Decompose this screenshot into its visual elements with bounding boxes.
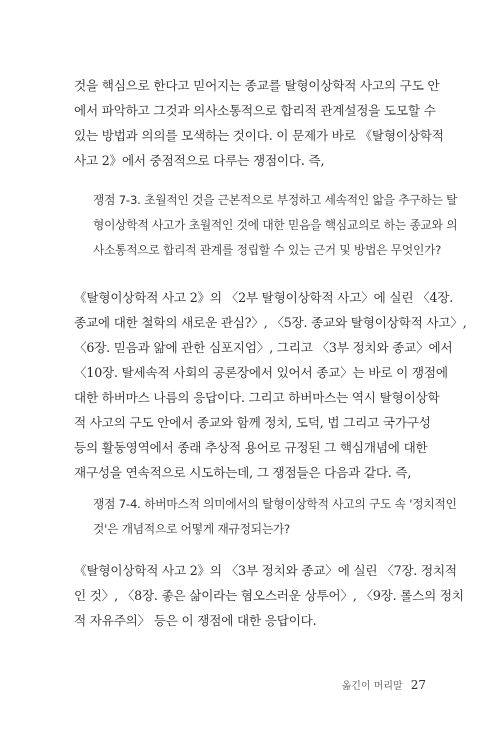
page-footer: [342, 677, 426, 692]
issue-7-3-line-3: 사소통적으로 합리적 관계를 정립할 수 있는 근거 및 방법은 무엇인가?: [93, 243, 442, 257]
page-number: 27: [410, 678, 426, 692]
paragraph-3-line-3: 적 자유주의〉 등은 이 쟁점에 대한 응답이다.: [74, 613, 317, 628]
paragraph-2-line-3: 〈6장. 믿음과 앎에 관한 심포지엄〉, 그리고 〈3부 정치와 종교〉에서: [74, 340, 453, 355]
paragraph-3-line-1: 《탈형이상학적 사고 2》의 〈3부 정치와 종교〉에 실린 〈7장. 정치적: [74, 563, 457, 578]
paragraph-1-line-3: 있는 방법과 의의를 모색하는 것이다. 이 문제가 바로 《탈형이상학적: [74, 128, 444, 143]
paragraph-2-line-6: 적 사고의 구도 안에서 종교와 함께 정치, 도덕, 법 그리고 국가구성: [74, 415, 431, 430]
paragraph-2-line-1: 《탈형이상학적 사고 2》의 〈2부 탈형이상학적 사고〉에 실린 〈4장.: [74, 290, 454, 305]
paragraph-2-line-2: 종교에 대한 철학의 새로운 관심?〉, 〈5장. 종교와 탈형이상학적 사고〉,: [74, 315, 467, 330]
paragraph-2-line-8: 재구성을 연속적으로 시도하는데, 그 쟁점들은 다음과 같다. 즉,: [74, 465, 412, 480]
running-head: 옮긴이 머리말: [341, 681, 403, 692]
paragraph-2-line-7: 등의 활동영역에서 종래 추상적 용어로 규정된 그 핵심개념에 대한: [74, 440, 428, 455]
issue-7-4-line-1: 쟁점 7-4. 하버마스적 의미에서의 탈형이상학적 사고의 구도 속 '정치적인: [93, 497, 457, 511]
paragraph-2-line-5: 대한 하버마스 나름의 응답이다. 그리고 하버마스는 역시 탈형이상학: [74, 390, 440, 405]
paragraph-2-line-4: 〈10장. 탈세속적 사회의 공론장에서 있어서 종교〉는 바로 이 쟁점에: [74, 365, 448, 380]
paragraph-1-line-1: 것을 핵심으로 한다고 믿어지는 종교를 탈형이상학적 사고의 구도 안: [74, 78, 440, 93]
issue-7-3-line-1: 쟁점 7-3. 초월적인 것을 근본적으로 부정하고 세속적인 앎을 추구하는 탈: [93, 193, 458, 207]
paragraph-1-line-4: 사고 2》에서 중점적으로 다루는 쟁점이다. 즉,: [74, 153, 325, 168]
paragraph-1-line-2: 에서 파악하고 그것과 의사소통적으로 합리적 관계설정을 도모할 수: [74, 103, 436, 118]
paragraph-3-line-2: 인 것〉, 〈8장. 좋은 삶이라는 혐오스러운 상투어〉, 〈9장. 롤스의 정치: [74, 588, 464, 603]
issue-7-3-line-2: 형이상학적 사고가 초월적인 것에 대한 믿음을 핵심교의로 하는 종교와 의: [93, 218, 458, 232]
issue-7-4-line-2: 것'은 개념적으로 어떻게 재규정되는가?: [93, 522, 291, 536]
